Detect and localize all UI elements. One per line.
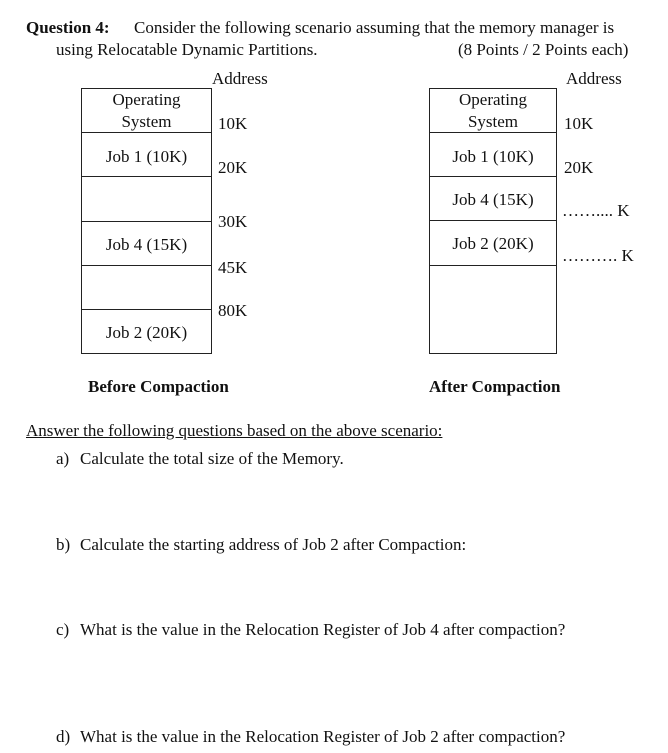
after-address-20k: 20K	[564, 158, 594, 177]
before-address-30k: 30K	[218, 212, 248, 231]
question-text-line2: using Relocatable Dynamic Partitions.	[56, 40, 318, 59]
question-points: (8 Points / 2 Points each)	[458, 40, 629, 59]
after-block-free	[429, 265, 557, 354]
instructions: Answer the following questions based on the above scenario:	[26, 421, 443, 440]
question-label: Question 4:	[26, 18, 110, 37]
after-block-job1	[429, 132, 557, 177]
question-c-marker: c)	[56, 620, 70, 639]
before-block-job2	[81, 309, 212, 354]
after-block-job4	[429, 176, 557, 221]
before-address-45k: 45K	[218, 258, 248, 277]
before-compaction-caption: Before Compaction	[88, 377, 229, 396]
question-d-marker: d)	[56, 727, 71, 746]
after-block-label: Job 2 (20K)	[452, 234, 534, 253]
question-text-line1: Consider the following scenario assuming that the memory manager is	[134, 18, 615, 37]
before-block-job1	[81, 132, 212, 177]
before-block-label: Job 1 (10K)	[105, 147, 188, 166]
before-block-free-2	[81, 265, 212, 310]
before-block-job4	[81, 221, 212, 266]
after-block-label: Job 1 (10K)	[452, 147, 534, 166]
after-compaction-caption: After Compaction	[429, 377, 561, 396]
before-address-10k: 10K	[218, 114, 248, 133]
question-d-text: What is the value in the Relocation Register of Job 2 after compaction?	[80, 727, 566, 746]
after-block-label: Job 4 (15K)	[452, 190, 534, 209]
before-address-header: Address	[212, 69, 268, 88]
after-address-blank-1: …….... K	[562, 201, 630, 220]
question-a-marker: a)	[56, 449, 70, 468]
after-address-header: Address	[566, 69, 622, 88]
question-b-marker: b)	[56, 535, 71, 554]
after-block-job2	[429, 220, 557, 266]
before-block-label: Job 4 (15K)	[105, 235, 188, 254]
question-b-text: Calculate the starting address of Job 2 after Compaction:	[80, 535, 467, 554]
before-block-label: Operating System	[112, 90, 181, 131]
after-block-operating-system	[429, 88, 557, 133]
after-address-blank-2: ………. K	[562, 246, 634, 265]
before-block-free-1	[81, 176, 212, 222]
after-block-label: Operating System	[459, 90, 527, 131]
before-address-80k: 80K	[218, 301, 248, 320]
question-c-text: What is the value in the Relocation Register of Job 4 after compaction?	[80, 620, 566, 639]
before-block-operating-system	[81, 88, 212, 133]
after-address-10k: 10K	[564, 114, 594, 133]
before-block-label: Job 2 (20K)	[105, 323, 188, 342]
before-address-20k: 20K	[218, 158, 248, 177]
question-a-text: Calculate the total size of the Memory.	[80, 449, 344, 468]
